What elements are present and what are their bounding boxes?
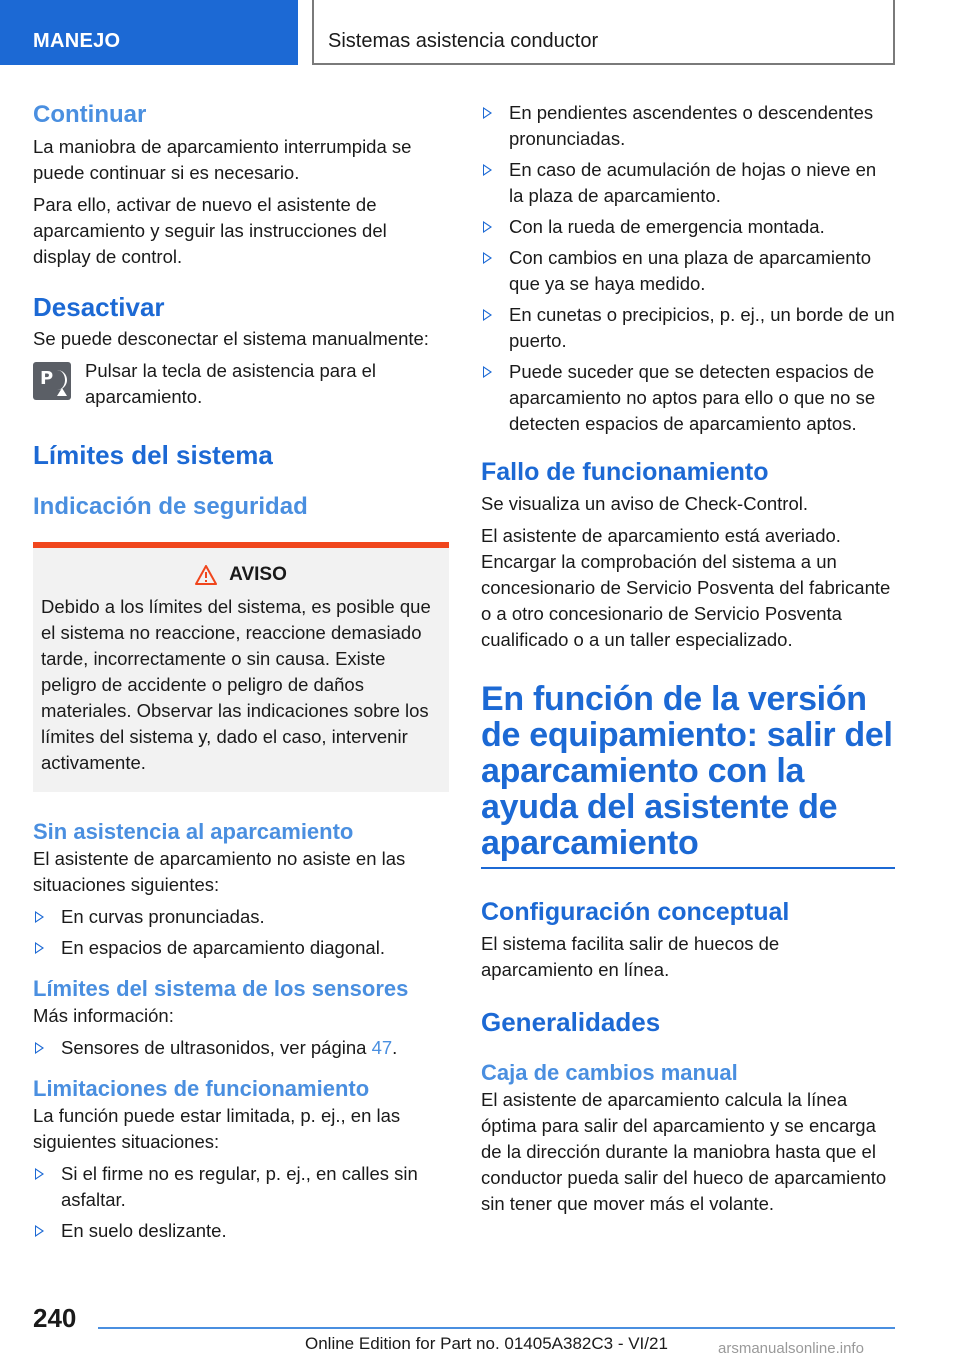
section-big-heading: En función de la versión de equipamiento: salir del aparcamiento con la ayuda del asistente de aparcamiento	[481, 680, 893, 862]
config-text: El sistema facilita salir de huecos de aparcamiento en línea.	[481, 933, 780, 980]
continuar-heading: Continuar	[33, 101, 147, 128]
bullet-triangle-icon	[483, 309, 492, 321]
seguridad-heading: Indicación de seguridad	[33, 493, 308, 520]
sin-asistencia-list	[33, 904, 449, 961]
bullet-triangle-icon	[35, 911, 44, 923]
desactivar-text: Se puede desconectar el sistema manualmente:	[33, 328, 429, 349]
sin-asistencia-text: El asistente de aparcamiento no asiste en las situaciones siguientes:	[33, 848, 406, 895]
limitaciones-text: La función puede estar limitada, p. ej., en las siguientes situaciones:	[33, 1105, 401, 1152]
bullet-triangle-icon	[483, 252, 492, 264]
footer-edition: Online Edition for Part no. 01405A382C3 - VI/21	[305, 1334, 668, 1353]
continuar-text-1: La maniobra de aparcamiento interrumpida se puede continuar si es necesario.	[33, 136, 412, 183]
generalidades-heading: Generalidades	[481, 1007, 661, 1037]
list-item: Sensores de ultrasonidos, ver página 47.	[33, 1035, 449, 1061]
chapter-header	[312, 0, 895, 65]
bullet-triangle-icon	[483, 107, 492, 119]
list-item: En suelo deslizante.	[33, 1218, 449, 1244]
sensores-text: Más información:	[33, 1005, 174, 1026]
footer-watermark: arsmanualsonline.info	[718, 1340, 864, 1357]
continuar-text-2: Para ello, activar de nuevo el asistente de aparcamiento y seguir las instrucciones del display de control.	[33, 194, 387, 267]
bullet-triangle-icon	[483, 164, 492, 176]
limites-heading: Límites del sistema	[33, 440, 273, 470]
warning-title: AVISO	[229, 564, 287, 585]
list-item: En espacios de aparcamiento diagonal.	[33, 935, 449, 961]
bullet-triangle-icon	[35, 942, 44, 954]
fallo-heading: Fallo de funcionamiento	[481, 458, 769, 486]
footer-divider	[98, 1327, 895, 1329]
bullet-triangle-icon	[483, 221, 492, 233]
sin-asistencia-heading: Sin asistencia al aparcamiento	[33, 819, 354, 844]
section-title: MANEJO	[33, 30, 121, 52]
warning-box	[33, 542, 449, 792]
chapter-title: Sistemas asistencia conductor	[328, 30, 599, 52]
bullet-triangle-icon	[35, 1225, 44, 1237]
list-item: Si el firme no es regular, p. ej., en calles sin asfaltar.	[33, 1161, 449, 1213]
park-assist-instruction	[33, 358, 449, 410]
page-link[interactable]: 47	[371, 1037, 393, 1058]
list-item: Con cambios en una plaza de aparcamiento que ya se haya medido.	[481, 245, 895, 297]
list-item: Con la rueda de emergencia montada.	[481, 214, 895, 240]
list-item: En curvas pronunciadas.	[33, 904, 449, 930]
right-column	[481, 100, 895, 1223]
section-tab	[0, 0, 298, 65]
sensores-heading: Límites del sistema de los sensores	[33, 976, 409, 1001]
fallo-text-2: El asistente de aparcamiento está averiado. Encargar la comprobación del sistema a un concesionario de Servicio Posventa del fabricante o a otro concesionario de Servicio Posventa cualificado o a un taller especializado.	[481, 525, 891, 650]
warning-triangle-icon	[195, 565, 217, 585]
limitaciones-list	[33, 1161, 449, 1244]
list-item: En cunetas o precipicios, p. ej., un borde de un puerto.	[481, 302, 895, 354]
left-column	[33, 100, 449, 1249]
page-number: 240	[33, 1303, 77, 1333]
caja-text: El asistente de aparcamiento calcula la línea óptima para salir del aparcamiento y se encarga de la dirección durante la maniobra hasta que el conductor pueda salir del hueco de aparcamiento sin tener que mover más el volante.	[481, 1089, 887, 1214]
config-heading: Configuración conceptual	[481, 898, 790, 926]
park-assist-button-icon: P	[33, 362, 71, 400]
list-item: Puede suceder que se detecten espacios de aparcamiento no aptos para ello o que no se detecten espacios de aparcamiento aptos.	[481, 359, 895, 437]
list-item: En pendientes ascendentes o descendentes pronunciadas.	[481, 100, 895, 152]
fallo-text-1: Se visualiza un aviso de Check-Control.	[481, 493, 808, 514]
list-item: En caso de acumulación de hojas o nieve en la plaza de aparcamiento.	[481, 157, 895, 209]
bullet-triangle-icon	[35, 1168, 44, 1180]
bullet-triangle-icon	[35, 1042, 44, 1054]
park-assist-instruction-text: Pulsar la tecla de asistencia para el aparcamiento.	[85, 360, 377, 407]
bullet-triangle-icon	[483, 366, 492, 378]
limitaciones-heading: Limitaciones de funcionamiento	[33, 1076, 370, 1101]
caja-heading: Caja de cambios manual	[481, 1060, 738, 1085]
warning-text: Debido a los límites del sistema, es posible que el sistema no reaccione, reaccione demasiado tarde, incorrectamente o sin causa. Existe peligro de accidente o peligro de daños materiales. Observar las indicaciones sobre los límites del sistema y, dado el caso, intervenir activamente.	[41, 596, 431, 773]
heading-divider	[481, 867, 895, 869]
desactivar-heading: Desactivar	[33, 292, 165, 322]
sensores-list	[33, 1035, 449, 1061]
limitaciones-list-continued	[481, 100, 895, 437]
